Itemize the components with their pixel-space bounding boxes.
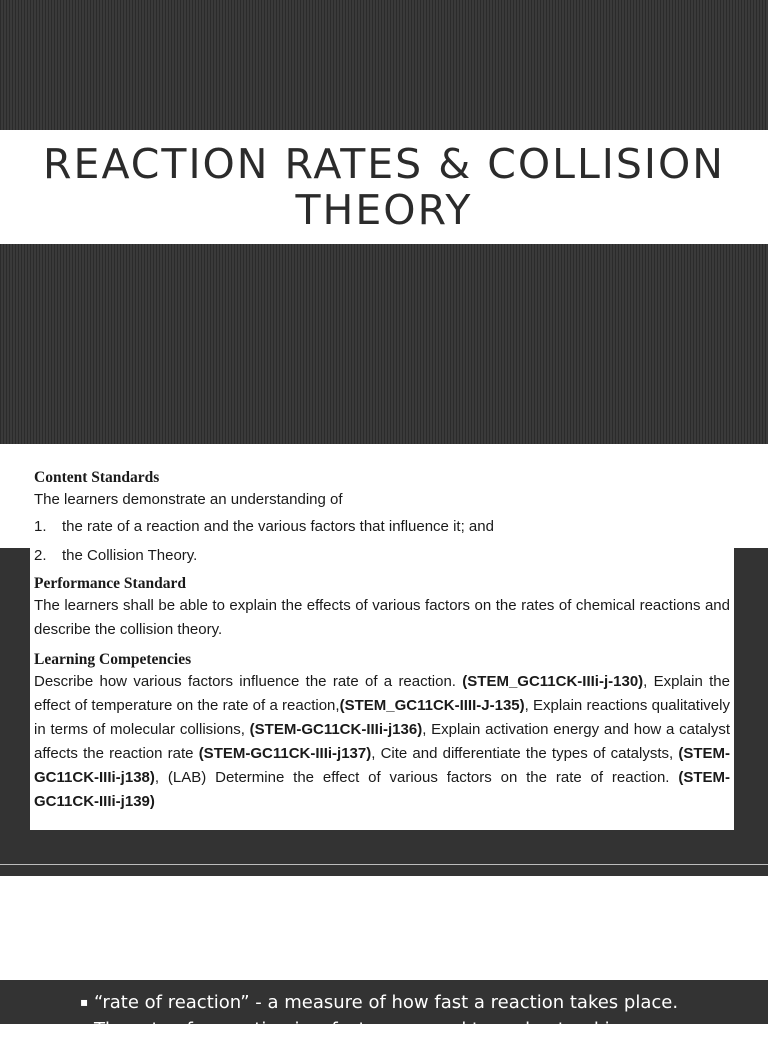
competency-text: Explain reactions qualitatively in terms of molecular collisions,: [34, 697, 730, 738]
standards-slide: [0, 444, 768, 876]
competency-separator: ,: [422, 721, 427, 738]
rate-of-reaction-slide: [0, 876, 768, 1040]
standards-document: [30, 444, 734, 830]
learning-competencies-text: [34, 670, 730, 814]
slide-body: [0, 980, 768, 1040]
competency-separator: ,: [371, 745, 376, 762]
competency-code: (STEM_GC11CK-IIII-J-135): [339, 697, 525, 714]
bullet-point: [80, 1016, 621, 1043]
learning-competencies-heading: Learning Competencies: [34, 651, 192, 668]
list-text: the rate of a reaction and the various factors that influence it; and: [62, 518, 494, 535]
competency-text: Explain the effect of temperature on the rate of a reaction,: [34, 673, 730, 714]
bullet-icon: ▪: [80, 1022, 89, 1036]
list-text: the Collision Theory.: [62, 547, 198, 564]
competency-separator: ,: [643, 673, 648, 690]
content-standards-heading: Content Standards: [34, 469, 160, 486]
title-slide-bottom-band: [0, 244, 768, 444]
competency-text: Cite and differentiate the types of catalysts,: [375, 745, 679, 762]
slide-divider-line: [0, 864, 768, 865]
competency-code: (STEM-GC11CK-IIIi-j139): [34, 769, 730, 810]
bullet-icon: ▪: [80, 995, 89, 1009]
slide-top-white-band: [0, 876, 768, 980]
title-band: [0, 130, 768, 244]
slide-title: REACTION RATES & COLLISION THEORY: [43, 140, 725, 234]
performance-standard-text: The learners shall be able to explain the effects of various factors on the rates of chemical reactions and describe the collision theory.: [34, 597, 730, 638]
spacer: [34, 642, 730, 650]
competency-separator: ,: [524, 697, 529, 714]
competency-code: (STEM_GC11CK-IIIi-j-130): [462, 673, 644, 690]
competency-text: Determine the effect of various factors on the rate of reaction.: [206, 769, 679, 786]
list-number: 2.: [34, 547, 47, 564]
list-item: [34, 541, 730, 570]
list-item: [34, 512, 730, 541]
competency-code: (STEM-GC11CK-IIIi-j136): [249, 721, 423, 738]
bullet-text: The rate of a reaction is a factor we need to understand in: [94, 1019, 621, 1040]
content-standards-intro: The learners demonstrate an understanding of: [34, 491, 343, 508]
bullet-text: “rate of reaction” - a measure of how fast a reaction takes place.: [94, 992, 679, 1013]
competency-text: Explain activation energy and how a catalyst affects the reaction rate: [34, 721, 731, 762]
competency-code: (STEM-GC11CK-IIIi-j137): [198, 745, 372, 762]
competency-code: (STEM-GC11CK-IIIi-j138): [34, 745, 731, 786]
competency-separator: , (LAB): [154, 769, 207, 786]
performance-standard-heading: Performance Standard: [34, 575, 186, 592]
competency-text: Describe how various factors influence the rate of a reaction.: [34, 673, 463, 690]
list-number: 1.: [34, 518, 47, 535]
bullet-point: [80, 989, 678, 1016]
title-slide-top-band: [0, 0, 768, 130]
